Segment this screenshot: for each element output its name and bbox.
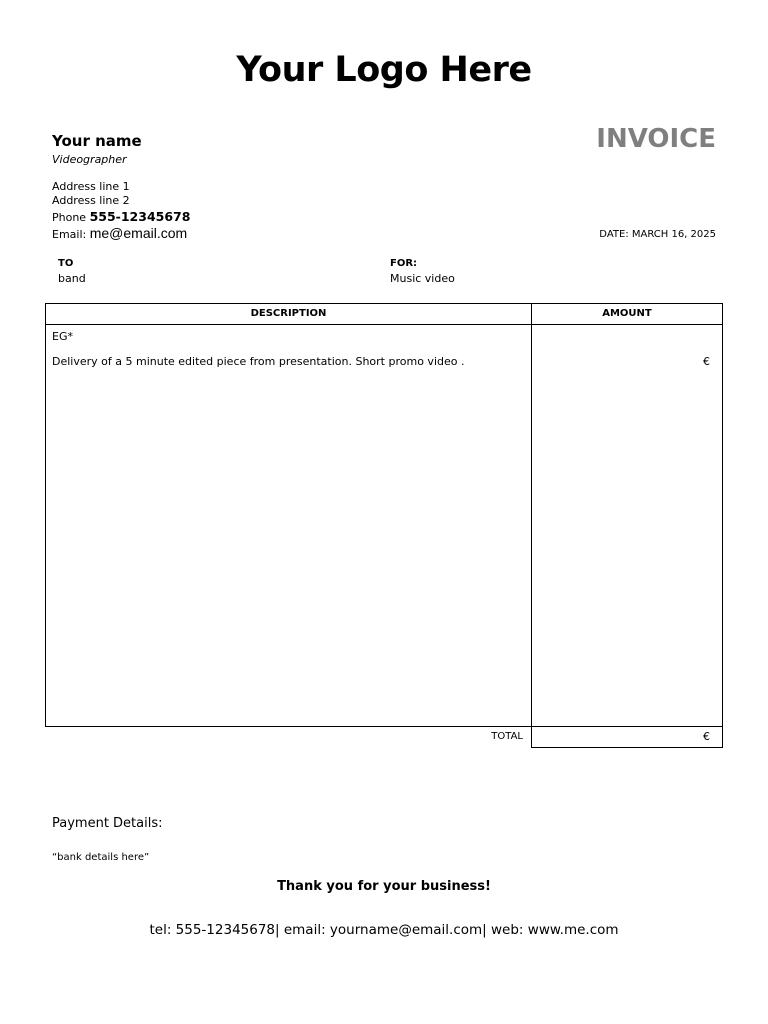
address-line-1: Address line 1 xyxy=(52,180,130,193)
table-row-description: EG* xyxy=(52,330,73,343)
email-label: Email: xyxy=(52,228,87,241)
bank-details: “bank details here” xyxy=(52,852,150,863)
to-value: band xyxy=(58,272,86,285)
description-header: DESCRIPTION xyxy=(250,308,327,319)
address-line-2: Address line 2 xyxy=(52,194,130,207)
total-box xyxy=(531,727,723,748)
phone-value: 555-12345678 xyxy=(89,209,191,224)
contact-footer: tel: 555-12345678| email: yourname@email.com| web: www.me.com xyxy=(149,922,619,938)
amount-header: AMOUNT xyxy=(602,308,652,319)
sender-name: Your name xyxy=(52,132,142,150)
sender-title: Videographer xyxy=(52,153,127,166)
for-value: Music video xyxy=(390,272,455,285)
email-line xyxy=(52,225,187,241)
phone-line xyxy=(52,209,190,224)
document-title: INVOICE xyxy=(596,124,716,154)
for-label: FOR: xyxy=(390,258,418,269)
table-row-description: Delivery of a 5 minute edited piece from presentation. Short promo video . xyxy=(52,355,465,368)
email-value: me@email.com xyxy=(89,225,188,241)
total-value: € xyxy=(703,730,710,743)
invoice-date: DATE: MARCH 16, 2025 xyxy=(599,229,716,240)
phone-label: Phone xyxy=(52,211,87,224)
line-items-table xyxy=(45,303,723,727)
total-label: TOTAL xyxy=(491,731,523,742)
column-divider xyxy=(531,304,532,726)
header-divider xyxy=(46,324,722,325)
table-row-amount: € xyxy=(703,355,710,368)
payment-details-label: Payment Details: xyxy=(52,816,163,831)
to-label: TO xyxy=(58,258,74,269)
logo-placeholder: Your Logo Here xyxy=(236,50,532,90)
thank-you-note: Thank you for your business! xyxy=(277,879,491,894)
